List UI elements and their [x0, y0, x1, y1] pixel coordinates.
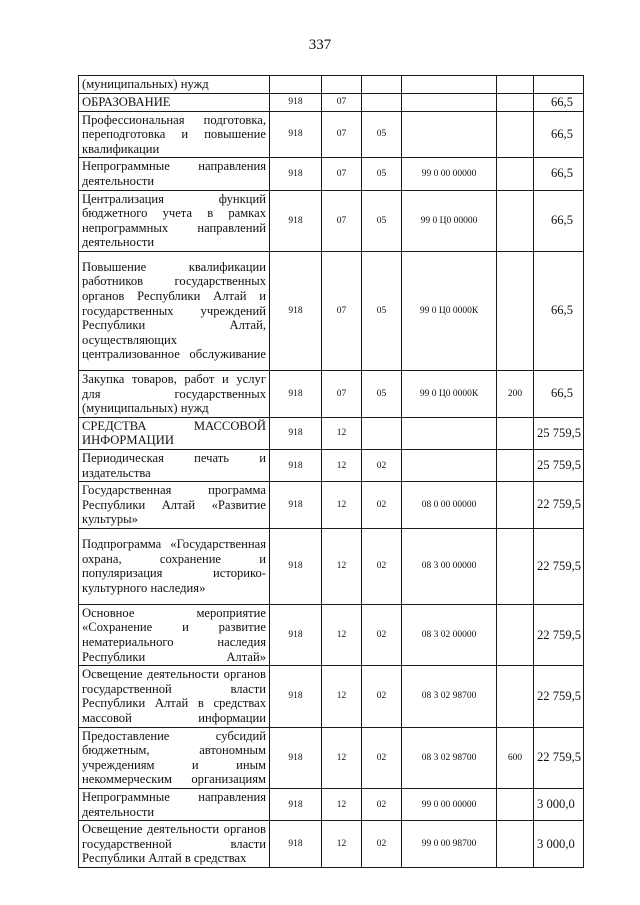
- ved-cell: 918: [270, 417, 322, 449]
- rz-cell: 12: [322, 789, 362, 821]
- pr-cell: 02: [362, 449, 402, 481]
- rz-cell: 12: [322, 482, 362, 529]
- csr-cell: 08 0 00 00000: [402, 482, 497, 529]
- table-row: [79, 604, 584, 665]
- ved-cell: 918: [270, 789, 322, 821]
- rz-cell: 07: [322, 111, 362, 158]
- csr-cell: 99 0 Ц0 0000К: [402, 370, 497, 417]
- ved-cell: 918: [270, 528, 322, 604]
- pr-cell: [362, 417, 402, 449]
- ved-cell: [270, 76, 322, 94]
- ved-cell: 918: [270, 158, 322, 190]
- row-name-cell: Закупка товаров, работ и услуг для государственных (муниципальных) нужд: [79, 370, 270, 417]
- sum-cell: 22 759,5: [534, 727, 584, 788]
- rz-cell: [322, 76, 362, 94]
- sum-cell: 3 000,0: [534, 821, 584, 868]
- table-row: [79, 76, 584, 94]
- sum-cell: 66,5: [534, 370, 584, 417]
- vr-cell: [497, 190, 534, 251]
- sum-cell: 22 759,5: [534, 666, 584, 727]
- ved-cell: 918: [270, 251, 322, 370]
- ved-cell: 918: [270, 449, 322, 481]
- rz-cell: 07: [322, 158, 362, 190]
- csr-cell: 08 3 00 00000: [402, 528, 497, 604]
- csr-cell: 08 3 02 98700: [402, 727, 497, 788]
- row-name-cell: Государственная программа Республики Алтай «Развитие культуры»: [79, 482, 270, 529]
- row-name-cell: Повышение квалификации работников государственных органов Республики Алтай и государственных учреждений Республики Алтай, осуществляющих централизованное обслуживание: [79, 251, 270, 370]
- rz-cell: 12: [322, 727, 362, 788]
- vr-cell: 200: [497, 370, 534, 417]
- table-row: [79, 370, 584, 417]
- vr-cell: [497, 666, 534, 727]
- vr-cell: [497, 789, 534, 821]
- pr-cell: 02: [362, 604, 402, 665]
- table-row: [79, 789, 584, 821]
- row-name-cell: Основное мероприятие «Сохранение и развитие нематериального наследия Республики Алтай»: [79, 604, 270, 665]
- sum-cell: 25 759,5: [534, 449, 584, 481]
- sum-cell: [534, 76, 584, 94]
- budget-table-body: [79, 76, 584, 868]
- csr-cell: [402, 93, 497, 111]
- row-name-cell: СРЕДСТВА МАССОВОЙ ИНФОРМАЦИИ: [79, 417, 270, 449]
- rz-cell: 12: [322, 417, 362, 449]
- vr-cell: 600: [497, 727, 534, 788]
- csr-cell: 99 0 Ц0 00000: [402, 190, 497, 251]
- pr-cell: 02: [362, 789, 402, 821]
- vr-cell: [497, 449, 534, 481]
- rz-cell: 07: [322, 93, 362, 111]
- csr-cell: [402, 111, 497, 158]
- csr-cell: 99 0 Ц0 0000К: [402, 251, 497, 370]
- csr-cell: 08 3 02 00000: [402, 604, 497, 665]
- ved-cell: 918: [270, 482, 322, 529]
- ved-cell: 918: [270, 111, 322, 158]
- table-row: [79, 111, 584, 158]
- pr-cell: 02: [362, 666, 402, 727]
- csr-cell: [402, 449, 497, 481]
- ved-cell: 918: [270, 727, 322, 788]
- sum-cell: 66,5: [534, 190, 584, 251]
- csr-cell: [402, 76, 497, 94]
- ved-cell: 918: [270, 93, 322, 111]
- vr-cell: [497, 158, 534, 190]
- sum-cell: 22 759,5: [534, 482, 584, 529]
- vr-cell: [497, 417, 534, 449]
- sum-cell: 66,5: [534, 93, 584, 111]
- vr-cell: [497, 604, 534, 665]
- table-row: [79, 727, 584, 788]
- vr-cell: [497, 528, 534, 604]
- row-name-cell: Периодическая печать и издательства: [79, 449, 270, 481]
- ved-cell: 918: [270, 370, 322, 417]
- rz-cell: 07: [322, 190, 362, 251]
- ved-cell: 918: [270, 190, 322, 251]
- sum-cell: 66,5: [534, 111, 584, 158]
- row-name-cell: Профессиональная подготовка, переподготовка и повышение квалификации: [79, 111, 270, 158]
- pr-cell: 05: [362, 111, 402, 158]
- pr-cell: 05: [362, 190, 402, 251]
- csr-cell: 99 0 00 98700: [402, 821, 497, 868]
- sum-cell: 22 759,5: [534, 528, 584, 604]
- row-name-cell: Предоставление субсидий бюджетным, автономным учреждениям и иным некоммерческим организациям: [79, 727, 270, 788]
- rz-cell: 12: [322, 666, 362, 727]
- sum-cell: 66,5: [534, 158, 584, 190]
- vr-cell: [497, 251, 534, 370]
- vr-cell: [497, 111, 534, 158]
- table-row: [79, 190, 584, 251]
- csr-cell: 99 0 00 00000: [402, 158, 497, 190]
- pr-cell: 02: [362, 727, 402, 788]
- vr-cell: [497, 821, 534, 868]
- table-row: [79, 821, 584, 868]
- vr-cell: [497, 76, 534, 94]
- budget-table: [78, 75, 584, 868]
- rz-cell: 12: [322, 604, 362, 665]
- table-row: [79, 666, 584, 727]
- pr-cell: 02: [362, 528, 402, 604]
- ved-cell: 918: [270, 666, 322, 727]
- pr-cell: 05: [362, 370, 402, 417]
- sum-cell: 22 759,5: [534, 604, 584, 665]
- row-name-cell: (муниципальных) нужд: [79, 76, 270, 94]
- table-row: [79, 528, 584, 604]
- rz-cell: 12: [322, 821, 362, 868]
- ved-cell: 918: [270, 604, 322, 665]
- pr-cell: 05: [362, 158, 402, 190]
- vr-cell: [497, 93, 534, 111]
- pr-cell: 02: [362, 482, 402, 529]
- row-name-cell: Подпрограмма «Государственная охрана, сохранение и популяризация историко-культурного наследия»: [79, 528, 270, 604]
- sum-cell: 25 759,5: [534, 417, 584, 449]
- table-row: [79, 158, 584, 190]
- sum-cell: 3 000,0: [534, 789, 584, 821]
- table-row: [79, 482, 584, 529]
- table-row: [79, 449, 584, 481]
- vr-cell: [497, 482, 534, 529]
- table-row: [79, 251, 584, 370]
- row-name-cell: Освещение деятельности органов государственной власти Республики Алтай в средствах: [79, 821, 270, 868]
- row-name-cell: Освещение деятельности органов государственной власти Республики Алтай в средствах массовой информации: [79, 666, 270, 727]
- row-name-cell: Непрограммные направления деятельности: [79, 789, 270, 821]
- pr-cell: 05: [362, 251, 402, 370]
- rz-cell: 12: [322, 528, 362, 604]
- row-name-cell: ОБРАЗОВАНИЕ: [79, 93, 270, 111]
- csr-cell: 99 0 00 00000: [402, 789, 497, 821]
- pr-cell: [362, 93, 402, 111]
- sum-cell: 66,5: [534, 251, 584, 370]
- rz-cell: 12: [322, 449, 362, 481]
- csr-cell: 08 3 02 98700: [402, 666, 497, 727]
- csr-cell: [402, 417, 497, 449]
- ved-cell: 918: [270, 821, 322, 868]
- rz-cell: 07: [322, 251, 362, 370]
- row-name-cell: Централизация функций бюджетного учета в рамках непрограммных направлений деятельности: [79, 190, 270, 251]
- rz-cell: 07: [322, 370, 362, 417]
- page-number: 337: [308, 37, 332, 53]
- row-name-cell: Непрограммные направления деятельности: [79, 158, 270, 190]
- pr-cell: 02: [362, 821, 402, 868]
- pr-cell: [362, 76, 402, 94]
- table-row: [79, 93, 584, 111]
- table-row: [79, 417, 584, 449]
